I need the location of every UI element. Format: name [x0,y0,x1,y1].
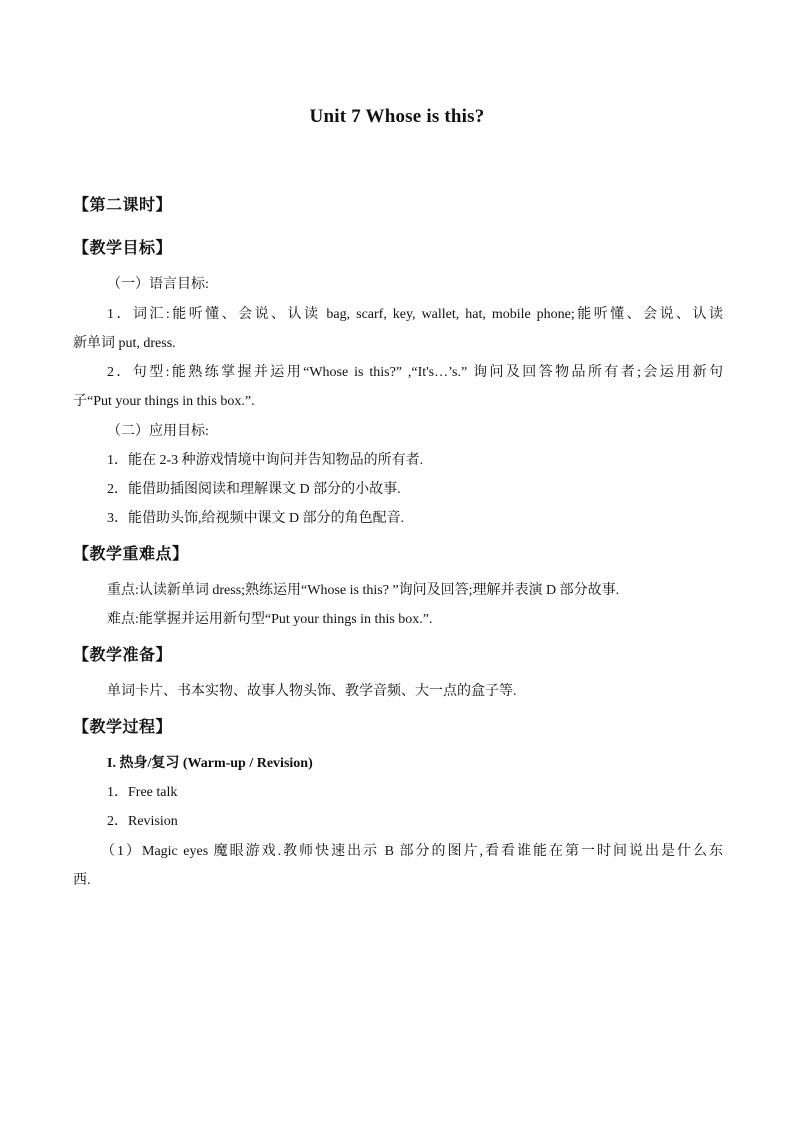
key-point-difficulty: 难点:能掌握并运用新句型“Put your things in this box.”. [107,612,433,627]
section-preparation: 【教学准备】 [73,645,173,664]
document-title: Unit 7 Whose is this? [309,106,485,127]
sentence-objective-line1: 2．句型:能熟练掌握并运用“Whose is this?” ,“It's…’s.” 询问及回答物品所有者;会运用新句 [107,365,723,380]
application-objectives-heading: （二）应用目标: [107,424,209,439]
warmup-heading: I. 热身/复习 (Warm-up / Revision) [107,756,313,771]
section-key-points: 【教学重难点】 [73,544,189,563]
application-objective-3: 3．能借助头饰,给视频中课文 D 部分的角色配音. [107,511,405,526]
sentence-objective-line2: 子“Put your things in this box.”. [73,394,255,409]
process-step-revision: 2．Revision [107,814,178,829]
magic-eyes-line2: 西. [73,873,91,888]
vocab-objective-line1: 1．词汇:能听懂、会说、认读 bag, scarf, key, wallet, hat, mobile phone;能听懂、会说、认读 [107,307,723,322]
section-objectives: 【教学目标】 [73,238,173,257]
key-point-focus: 重点:认读新单词 dress;熟练运用“Whose is this? ”询问及回答;理解并表演 D 部分故事. [107,583,620,598]
process-step-free-talk: 1．Free talk [107,785,178,800]
section-process: 【教学过程】 [73,717,173,736]
vocab-objective-line2: 新单词 put, dress. [73,336,176,351]
application-objective-1: 1．能在 2-3 种游戏情境中询问并告知物品的所有者. [107,453,424,468]
section-lesson: 【第二课时】 [73,195,173,214]
application-objective-2: 2．能借助插图阅读和理解课文 D 部分的小故事. [107,482,401,497]
language-objectives-heading: （一）语言目标: [107,277,209,292]
magic-eyes-line1: （1）Magic eyes 魔眼游戏.教师快速出示 B 部分的图片,看看谁能在第一时间说出是什么东 [101,844,723,859]
preparation-items: 单词卡片、书本实物、故事人物头饰、教学音频、大一点的盒子等. [107,684,517,699]
